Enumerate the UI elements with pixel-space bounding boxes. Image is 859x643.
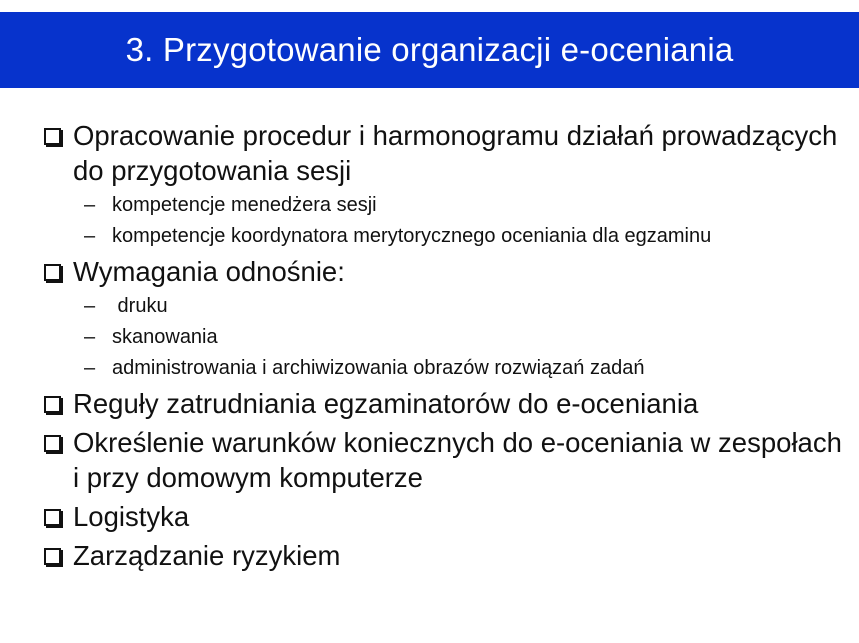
sub-item: [84, 222, 844, 250]
sub-list: [84, 191, 844, 250]
dash-bullet: –: [84, 194, 96, 216]
title-bar: [0, 12, 859, 88]
checkbox-bullet-icon: [44, 128, 61, 145]
bullet-item: [44, 254, 844, 289]
bullet-item: [44, 425, 844, 495]
bullet-text: Reguły zatrudniania egzaminatorów do e-oceniania: [73, 388, 699, 419]
dash-bullet: –: [84, 357, 96, 379]
dash-bullet: –: [84, 295, 96, 317]
bullet-item: [44, 386, 844, 421]
checkbox-bullet-icon: [44, 264, 61, 281]
dash-bullet: –: [84, 225, 96, 247]
bullet-item: [44, 538, 844, 573]
slide-content: [44, 118, 844, 573]
sub-item-text: kompetencje menedżera sesji: [112, 194, 377, 216]
checkbox-bullet-icon: [44, 548, 61, 565]
sub-item: [84, 191, 844, 219]
sub-item-text: kompetencje koordynatora merytorycznego oceniania dla egzaminu: [112, 225, 712, 247]
bullet-text: Wymagania odnośnie:: [73, 256, 345, 287]
dash-bullet: –: [84, 326, 96, 348]
bullet-text: Określenie warunków koniecznych do e-oceniania w zespołach i przy domowym komputerze: [73, 427, 842, 493]
checkbox-bullet-icon: [44, 509, 61, 526]
sub-item: [84, 354, 844, 382]
checkbox-bullet-icon: [44, 435, 61, 452]
bullet-text: Zarządzanie ryzykiem: [73, 540, 341, 571]
bullet-item: [44, 499, 844, 534]
bullet-text: Opracowanie procedur i harmonogramu działań prowadzących do przygotowania sesji: [73, 120, 838, 186]
bullet-text: Logistyka: [73, 501, 190, 532]
sub-item: [84, 323, 844, 351]
checkbox-bullet-icon: [44, 396, 61, 413]
sub-item-text: skanowania: [112, 326, 218, 348]
sub-item: [84, 292, 844, 320]
slide-title: 3. Przygotowanie organizacji e-oceniania: [125, 31, 734, 68]
sub-item-text: druku: [112, 295, 168, 317]
sub-item-text: administrowania i archiwizowania obrazów rozwiązań zadań: [112, 357, 645, 379]
bullet-item: [44, 118, 844, 188]
sub-list: [84, 292, 844, 382]
